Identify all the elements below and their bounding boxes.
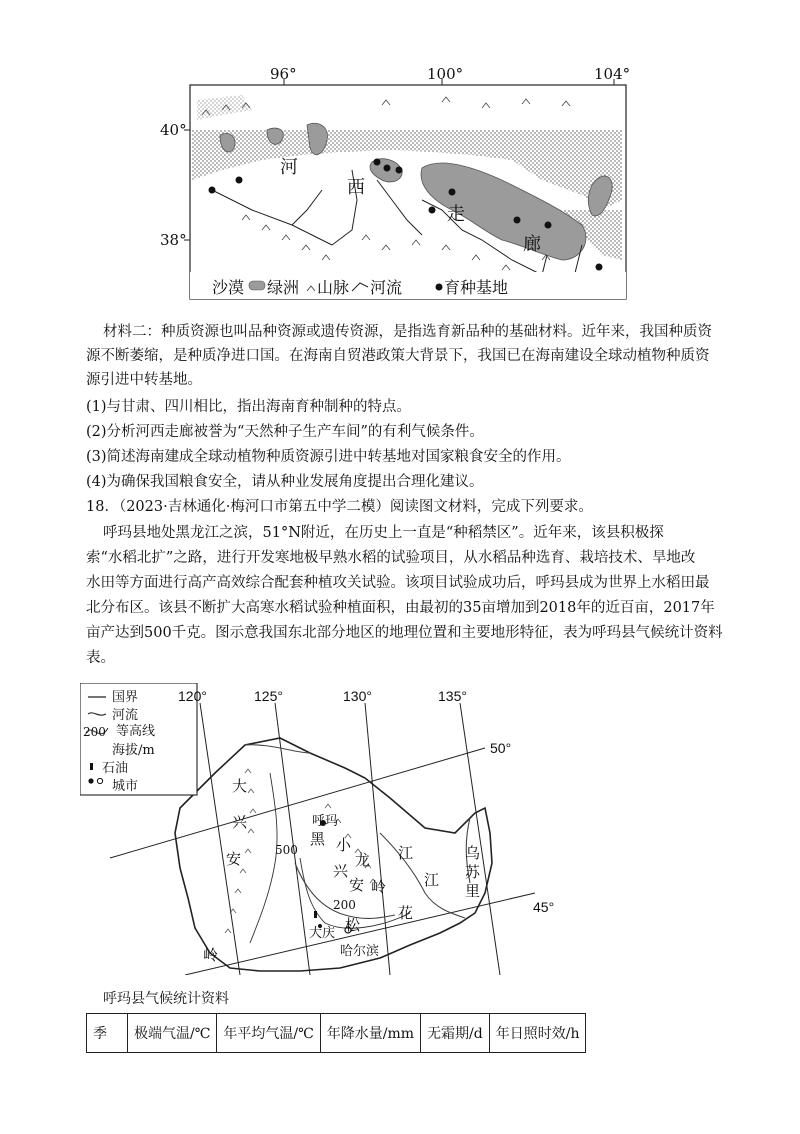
lon-label: 104° [594,65,631,83]
contour-value: 500 [275,843,298,857]
lon-label: 96° [270,65,297,83]
hexi-corridor-map [182,60,637,305]
region-label: 花 [398,904,414,922]
place-label: 河 [280,157,298,178]
city-label: 呼玛 [312,814,339,829]
region-label: 黑 [310,830,326,848]
q18-paragraph-line: 水田等方面进行高产高效综合配套种植攻关试验。该项目试验成功后，呼玛县成为世界上水稻田最 [86,575,710,591]
region-label: 兴 [232,813,248,831]
lat-label: 40° [160,121,187,139]
region-label: 兴 [333,862,349,880]
table-header-cell: 季 [87,1014,128,1053]
region-label: 岭 [371,878,387,896]
region-label: 大 [232,777,248,795]
table-header-cell: 极端气温/℃ [128,1014,217,1053]
question-18-header: 18．（2023·吉林通化·梅河口市第五中学二模）阅读图文材料，完成下列要求。 [86,499,593,515]
table-header-cell: 年降水量/mm [320,1014,420,1053]
legend-city: 城市 [112,779,139,794]
legend-border: 国界 [112,690,139,705]
lon-label: 135° [438,688,467,704]
contour-value: 200 [333,898,356,912]
lat-label: 45° [533,899,555,915]
table-header-cell: 年日照时效/h [489,1014,586,1053]
material2-line: 源不断萎缩，是种质净进口国。在海南自贸港政策大背景下，我国已在海南建设全球动植物种质资 [86,348,710,364]
region-label: 龙 [355,851,371,869]
table-header-cell: 无霜期/d [421,1014,490,1053]
legend-mountain: 山脉 [317,278,350,297]
lon-label: 120° [178,688,207,704]
q18-paragraph-line: 表。 [86,650,115,666]
question-item: (4)为确保我国粮食安全，请从种业发展角度提出合理化建议。 [86,474,484,490]
region-label: 安 [349,876,365,894]
region-label: 松 [345,916,361,934]
lon-label: 100° [427,65,464,83]
place-label: 西 [347,177,365,198]
q18-paragraph-line: 北分布区。该县不断扩大高寒水稻试验种植面积，由最初的35亩增加到2018年的近百亩，2017年 [86,600,715,616]
legend-contour: 等高线 [116,724,156,739]
northeast-china-map [80,683,600,975]
legend-desert: 沙漠 [212,278,245,297]
q18-paragraph-line: 索“水稻北扩”之路，进行开发寒地极早熟水稻的试验项目，从水稻品种选育、栽培技术、旱地改 [86,550,696,566]
table-header-row [87,1014,586,1053]
lat-label: 50° [490,740,512,756]
region-label: 江 [424,871,440,889]
region-label: 里 [465,882,481,900]
region-label: 安 [226,850,242,868]
place-label: 廊 [523,234,541,255]
table-header-cell: 年平均气温/℃ [217,1014,320,1053]
city-label: 大庆 [309,926,336,941]
question-item: (2)分析河西走廊被誉为“天然种子生产车间”的有利气候条件。 [86,424,484,440]
legend-oasis: 绿洲 [267,278,300,297]
material2-line: 材料二：种质资源也叫品种资源或遗传资源，是指选育新品种的基础材料。近年来，我国种质资 [103,324,712,340]
legend-contour-value: 200 [83,725,106,739]
region-label: 乌 [465,844,481,862]
legend-base: 育种基地 [444,278,509,297]
legend-elevation: 海拔/m [112,743,155,758]
question-item: (1)与甘肃、四川相比，指出海南育种制种的特点。 [86,399,412,415]
q18-paragraph-line: 呼玛县地处黑龙江之滨，51°N附近，在历史上一直是“种稻禁区”。近年来，该县积极探 [103,525,664,541]
lat-label: 38° [160,231,187,249]
q18-paragraph-line: 亩产达到500千克。图示意我国东北部分地区的地理位置和主要地形特征，表为呼玛县气候统计资料 [86,625,723,641]
region-label: 小 [336,836,352,854]
region-label: 岭 [203,946,219,964]
table-caption: 呼玛县气候统计资料 [103,991,229,1007]
lon-label: 125° [254,688,283,704]
legend-oil: 石油 [102,761,129,776]
lon-label: 130° [343,688,372,704]
city-label: 哈尔滨 [340,944,380,959]
legend-river: 河流 [112,708,139,723]
material2-line: 源引进中转基地。 [86,372,202,388]
region-label: 苏 [465,863,481,881]
region-label: 江 [398,844,414,862]
legend-river: 河流 [370,278,403,297]
climate-table [86,1013,586,1053]
place-label: 走 [447,204,465,225]
question-item: (3)简述海南建成全球动植物种质资源引进中转基地对国家粮食安全的作用。 [86,449,571,465]
